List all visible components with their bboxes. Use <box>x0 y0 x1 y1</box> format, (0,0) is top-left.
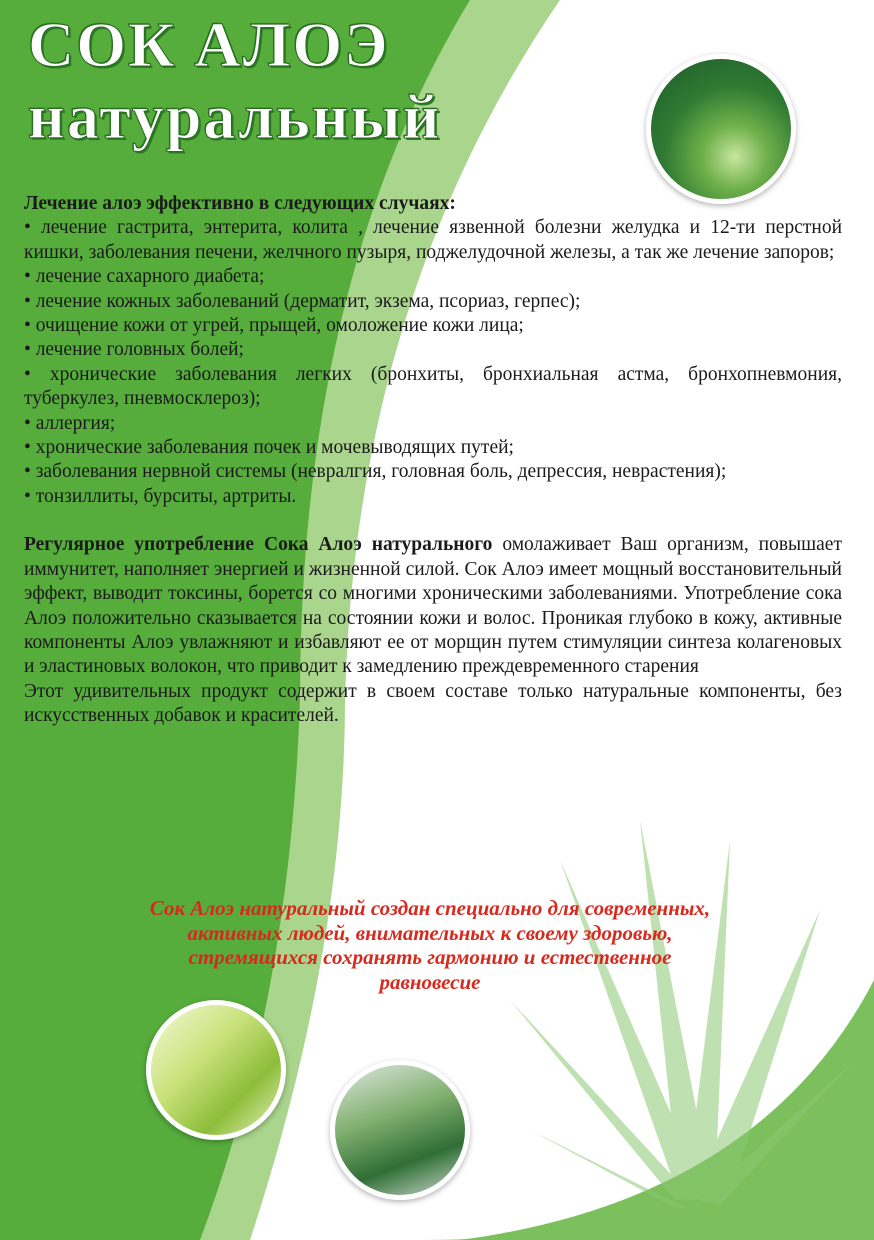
aloe-plant-illustration <box>500 800 860 1220</box>
list-item: • аллергия; <box>24 412 116 434</box>
slogan-line: равновесие <box>379 969 481 994</box>
body-text: омолаживает Ваш организм, повышает иммунитет, наполняет энергией и жизненной силой. Сок Алоэ имеет мощный восстановительный эффект, выводит токсины, борется со многими хроническими заболеваниями. Употребление сока Алоэ положительно сказывается на состоянии кожи и волос. Проникая глубоко в кожу, активные компоненты Алоэ увлажняют и избавляют ее от морщин путем стимуляции синтеза колагеновых и эластиновых волокон, что приводит к замедлению преждевременного старения <box>24 534 842 678</box>
list-item: • хронические заболевания легких (бронхиты, бронхиальная астма, бронхопневмония, туберкулез, пневмосклероз); <box>24 363 842 410</box>
slogan <box>30 896 830 994</box>
main-text <box>24 192 842 729</box>
section-heading: Лечение алоэ эффективно в следующих случаях: <box>24 193 456 214</box>
aloe-leaves-photo <box>146 1000 286 1140</box>
body-paragraph-1 <box>24 533 842 679</box>
list-item: • очищение кожи от угрей, прыщей, омоложение кожи лица; <box>24 315 524 337</box>
list-item: • тонзиллиты, бурситы, артриты. <box>24 485 297 507</box>
list-item: • лечение головных болей; <box>24 339 244 361</box>
title-line-2: натуральный <box>28 81 442 152</box>
aloe-leaf-drops-photo <box>330 1060 470 1200</box>
list-item: • хронические заболевания почек и мочевыводящих путей; <box>24 437 514 459</box>
slogan-line: Сок Алоэ натуральный создан специально для современных, <box>149 896 711 920</box>
body-paragraph-2: Этот удивительных продукт содержит в своем составе только натуральные компоненты, без искусственных добавок и красителей. <box>24 680 842 727</box>
list-item: • лечение сахарного диабета; <box>24 266 265 288</box>
title-line-1: СОК АЛОЭ <box>28 9 390 80</box>
slogan-line: активных людей, внимательных к своему здоровью, <box>187 920 673 945</box>
list-item: • лечение гастрита, энтерита, колита , лечение язвенной болезни желудка и 12-ти перстной кишки, заболевания печени, желчного пузыря, поджелудочной железы, а так же лечение запоров; <box>24 217 842 263</box>
list-item: • лечение кожных заболеваний (дерматит, экзема, псориаз, герпес); <box>24 290 581 312</box>
slogan-line: стремящихся сохранять гармонию и естественное <box>188 945 672 969</box>
aloe-top-view-photo <box>646 54 796 204</box>
list-item: • заболевания нервной системы (невралгия, головная боль, депрессия, неврастения); <box>24 461 727 483</box>
body-bold-lead: Регулярное употребление Сока Алоэ натурального <box>24 534 493 556</box>
